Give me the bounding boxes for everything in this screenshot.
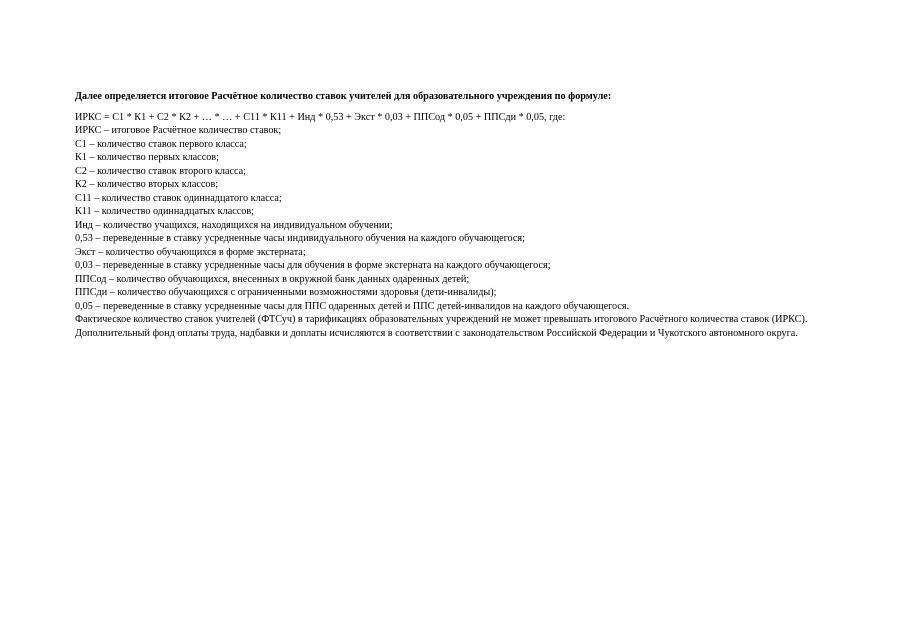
definition-line: ППСди – количество обучающихся с ограниченными возможностями здоровья (дети-инвалиды); <box>75 287 497 298</box>
definition-line: К1 – количество первых классов; <box>75 152 219 163</box>
paragraph-staff-limit: Фактическое количество ставок учителей (ФТСуч) в тарификациях образовательных учреждений не может превышать итогового Расчётного количества ставок (ИРКС). <box>75 314 808 325</box>
definition-line: К2 – количество вторых классов; <box>75 179 219 190</box>
paragraph-additional-fund: Дополнительный фонд оплаты труда, надбавки и доплаты исчисляются в соответствии с законодательством Российской Федерации и Чукотского автономного округа. <box>75 327 798 339</box>
formula-line: ИРКС = С1 * К1 + С2 * К2 + … * … + С11 * К11 + Инд * 0,53 + Экст * 0,03 + ППСод * 0,05 + ППСди * 0,05, где: <box>75 111 566 123</box>
definition-line: К11 – количество одиннадцатых классов; <box>75 206 254 217</box>
definition-line: ППСод – количество обучающихся, внесенных в окружной банк данных одаренных детей; <box>75 273 470 285</box>
definition-line: Экст – количество обучающихся в форме экстерната; <box>75 246 306 258</box>
definition-line: 0,53 – переведенные в ставку усредненные часы индивидуального обучения на каждого обучающегося; <box>75 233 525 244</box>
definition-line: 0,05 – переведенные в ставку усредненные часы для ППС одаренных детей и ППС детей-инвалидов на каждого обучающегося. <box>75 300 630 312</box>
definition-line: С11 – количество ставок одиннадцатого класса; <box>75 192 282 204</box>
definition-line: Инд – количество учащихся, находящихся на индивидуальном обучении; <box>75 219 393 231</box>
definition-line: С2 – количество ставок второго класса; <box>75 165 247 177</box>
document-heading: Далее определяется итоговое Расчётное количество ставок учителей для образовательного учреждения по формуле: <box>75 91 612 102</box>
definition-line: 0,03 – переведенные в ставку усредненные часы для обучения в форме экстерната на каждого обучающегося; <box>75 260 551 271</box>
definition-line: С1 – количество ставок первого класса; <box>75 138 247 150</box>
document-body <box>75 90 875 340</box>
definition-line: ИРКС – итоговое Расчётное количество ставок; <box>75 125 282 136</box>
